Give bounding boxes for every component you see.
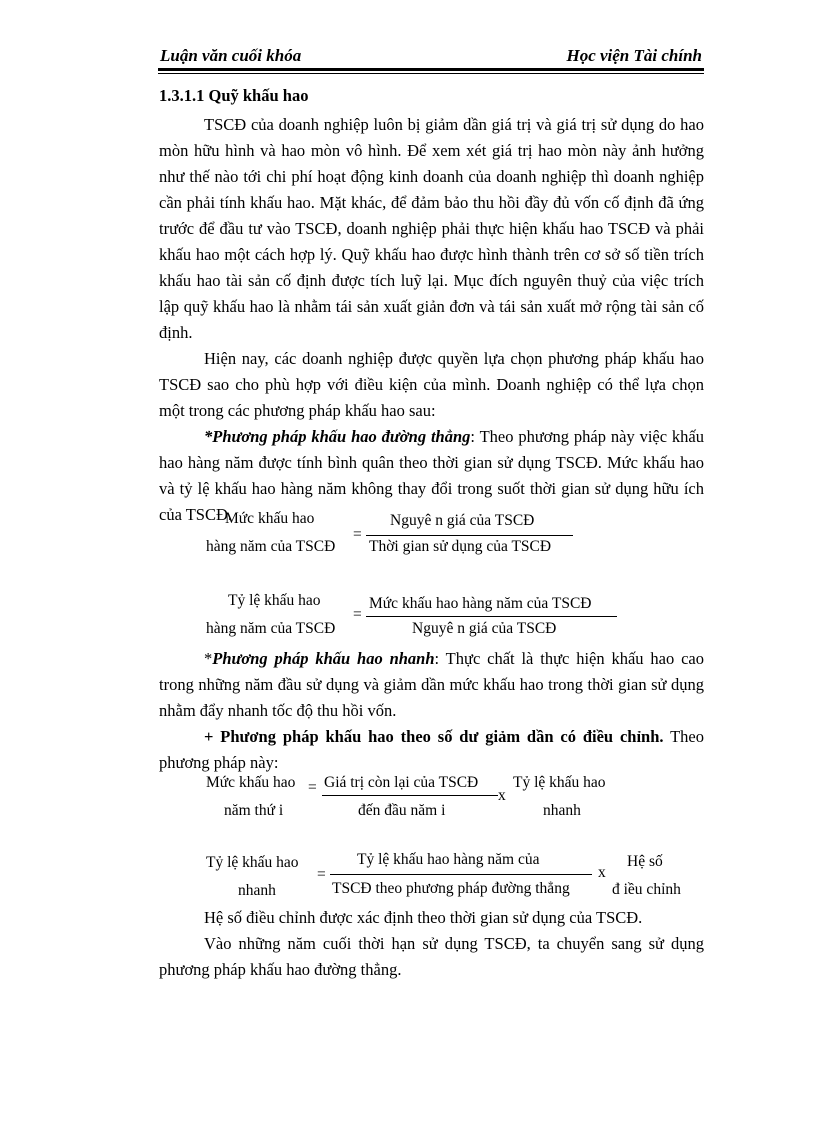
- formula-4-multiply: x: [598, 864, 606, 881]
- formula-2-lhs-line2: hàng năm của TSCĐ: [206, 620, 336, 637]
- method-declining-balance-title: + Phương pháp khấu hao theo số dư giảm dần có điều chỉnh.: [204, 727, 664, 746]
- formula-1-denominator: Thời gian sử dụng của TSCĐ: [369, 538, 552, 555]
- formula-1-lhs-line1: Mức khấu hao: [225, 510, 315, 527]
- formula-4-lhs-line1: Tỷ lệ khấu hao: [206, 854, 299, 871]
- formula-3-multiply: x: [498, 787, 506, 804]
- formula-3-rhs-line2: nhanh: [543, 802, 581, 819]
- paragraph-7: Vào những năm cuối thời hạn sử dụng TSCĐ, ta chuyển sang sử dụng phương pháp khấu hao đường thẳng.: [159, 934, 704, 979]
- formula-4-equals: =: [317, 866, 326, 883]
- formula-2-numerator: Mức khấu hao hàng năm của TSCĐ: [369, 595, 592, 612]
- formula-3-equals: =: [308, 779, 317, 796]
- paragraph-1: TSCĐ của doanh nghiệp luôn bị giảm dần giá trị và giá trị sử dụng do hao mòn hữu hình và hao mòn vô hình. Để xem xét giá trị hao mòn này ảnh hưởng như thế nào tới chi phí hoạt động kinh doanh của doanh nghiệp thì doanh nghiệp cần phải tính khấu hao. Mặt khác, để đảm bảo thu hồi đầy đủ vốn cố định đã ứng trước để đầu tư vào TSCĐ, doanh nghiệp phải thực hiện khấu hao TSCĐ và phải khấu hao một cách hợp lý. Quỹ khấu hao được hình thành trên cơ sở số tiền trích khấu hao tài sản cố định được tích luỹ lại. Mục đích nguyên thuỷ của việc trích lập quỹ khấu hao là nhằm tái sản xuất giản đơn và tái sản xuất mở rộng tài sản cố định.: [159, 115, 704, 342]
- text-block-3: [159, 905, 704, 983]
- formula-1-fraction-bar: [366, 535, 573, 536]
- formula-4-numerator: Tỷ lệ khấu hao hàng năm của: [357, 851, 540, 868]
- formula-1-lhs-line2: hàng năm của TSCĐ: [206, 538, 336, 555]
- header-left-title: Luận văn cuối khóa: [160, 46, 302, 65]
- formula-4-rhs-line2: đ iều chỉnh: [612, 881, 681, 898]
- formula-1-equals: =: [353, 526, 362, 543]
- formula-4-lhs-line2: nhanh: [238, 882, 276, 899]
- paragraph-4-star: *: [204, 649, 213, 668]
- formula-2-equals: =: [353, 606, 362, 623]
- method-accelerated-title: Phương pháp khấu hao nhanh: [212, 649, 435, 668]
- page-header: [158, 44, 704, 68]
- text-block-2: [159, 646, 704, 776]
- paragraph-5-text: Theo phương pháp này:: [159, 727, 704, 772]
- formula-3-rhs-line1: Tỷ lệ khấu hao: [513, 774, 606, 791]
- formula-2-fraction-bar: [366, 616, 617, 617]
- formula-1-numerator: Nguyê n giá của TSCĐ: [390, 512, 535, 529]
- section-heading: 1.3.1.1 Quỹ khấu hao: [159, 86, 309, 105]
- paragraph-5: [159, 724, 704, 776]
- formula-3-fraction-bar: [322, 795, 498, 796]
- paragraph-4: [159, 646, 704, 724]
- formula-2-denominator: Nguyê n giá của TSCĐ: [412, 620, 557, 637]
- method-straight-line-title: *Phương pháp khấu hao đường thẳng: [204, 427, 471, 446]
- formula-3-numerator: Giá trị còn lại của TSCĐ: [324, 774, 479, 791]
- header-rule-thick: [158, 68, 704, 71]
- formula-4-denominator: TSCĐ theo phương pháp đường thẳng: [332, 880, 570, 897]
- header-rule-thin: [158, 73, 704, 74]
- formula-3-denominator: đến đầu năm i: [358, 802, 446, 819]
- formula-3-lhs-line1: Mức khấu hao: [206, 774, 296, 791]
- paragraph-6: Hệ số điều chỉnh được xác định theo thời gian sử dụng của TSCĐ.: [204, 908, 643, 927]
- paragraph-2: Hiện nay, các doanh nghiệp được quyền lựa chọn phương pháp khấu hao TSCĐ sao cho phù hợp với điều kiện của mình. Doanh nghiệp có thể lựa chọn một trong các phương pháp khấu hao sau:: [159, 349, 704, 420]
- formula-3-lhs-line2: năm thứ i: [224, 802, 284, 819]
- formula-4-rhs-line1: Hệ số: [627, 853, 663, 870]
- formula-4-fraction-bar: [330, 874, 592, 875]
- text-block-1: [159, 112, 704, 528]
- formula-2-lhs-line1: Tỷ lệ khấu hao: [228, 592, 321, 609]
- paragraph-3-text: : Theo phương pháp này việc khấu hao hàng năm được tính bình quân theo thời gian sử dụng TSCĐ. Mức khấu hao và tỷ lệ khấu hao hàng năm không thay đổi trong suốt thời gian sử dụng hữu ích của TSCĐ.: [159, 427, 705, 524]
- paragraph-4-text: : Thực chất là thực hiện khấu hao cao trong những năm đầu sử dụng và giảm dần mức khấu hao trong thời gian sử dụng nhằm đẩy nhanh tốc độ thu hồi vốn.: [159, 649, 704, 720]
- header-right-title: Học viện Tài chính: [566, 46, 702, 65]
